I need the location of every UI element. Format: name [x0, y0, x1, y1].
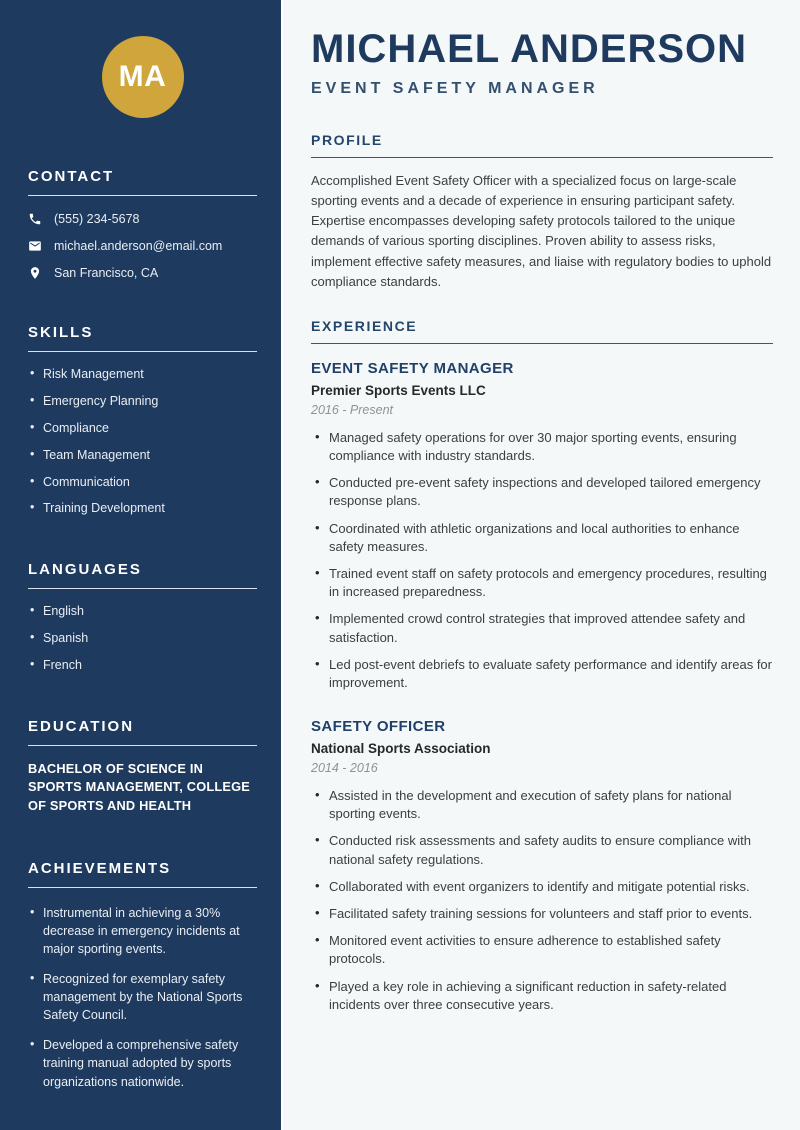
achievement-item: • Recognized for exemplary safety management by the National Sports Safety Council. [28, 970, 257, 1024]
avatar-initials: MA [118, 60, 167, 93]
skill-item: • Compliance [28, 420, 257, 437]
contact-item-email [28, 239, 257, 253]
phone-icon [28, 212, 42, 226]
experience-section [311, 318, 773, 1014]
avatar [102, 36, 184, 118]
profile-section [311, 132, 773, 292]
email-icon [28, 239, 42, 253]
skills-section [28, 324, 257, 517]
education-section [28, 718, 257, 816]
contact-email-text: michael.anderson@email.com [54, 239, 223, 253]
job-company: National Sports Association [311, 741, 491, 757]
experience-heading: EXPERIENCE [311, 318, 773, 344]
location-pin-icon [28, 266, 42, 280]
skill-item: • Emergency Planning [28, 393, 257, 410]
job-bullet: • Assisted in the development and execution of safety plans for national sporting events. [311, 787, 773, 823]
contact-item-phone [28, 212, 257, 226]
contact-location-text: San Francisco, CA [54, 266, 159, 280]
languages-section [28, 561, 257, 674]
job-bullet: • Led post-event debriefs to evaluate safety performance and identify areas for improvement. [311, 656, 773, 692]
language-item: • French [28, 657, 257, 674]
profile-heading: PROFILE [311, 132, 773, 158]
achievements-heading: ACHIEVEMENTS [28, 860, 257, 888]
skills-heading: SKILLS [28, 324, 257, 352]
education-heading: EDUCATION [28, 718, 257, 746]
job-dates: 2014 - 2016 [311, 761, 378, 776]
achievements-list [28, 904, 257, 1091]
resume-main [281, 0, 800, 1130]
profile-text: Accomplished Event Safety Officer with a specialized focus on large-scale sporting events and a decade of experience in ensuring participant safety. Expertise encompasses developing safety protocols tailored to the unique demands of various sporting disciplines. Proven ability to assess risks, implement effective safety measures, and liaise with regulatory bodies to uphold compliance standards. [311, 173, 772, 289]
achievement-item: • Instrumental in achieving a 30% decrease in emergency incidents at major sporting events. [28, 904, 257, 958]
job-bullet: • Conducted pre-event safety inspections and developed tailored emergency response plans. [311, 474, 773, 510]
job-entry [311, 360, 773, 692]
job-entry [311, 718, 773, 1014]
job-title: EVENT SAFETY MANAGER [311, 359, 514, 377]
languages-list [28, 603, 257, 674]
skill-item: • Training Development [28, 500, 257, 517]
job-bullet: • Facilitated safety training sessions for volunteers and staff prior to events. [311, 905, 773, 923]
skill-item: • Team Management [28, 447, 257, 464]
job-bullet: • Played a key role in achieving a significant reduction in safety-related incidents over three consecutive years. [311, 978, 773, 1014]
job-bullet: • Implemented crowd control strategies that improved attendee safety and satisfaction. [311, 610, 773, 646]
job-bullet: • Conducted risk assessments and safety audits to ensure compliance with national safety regulations. [311, 832, 773, 868]
job-bullet-list [311, 787, 773, 1014]
skill-item: • Communication [28, 474, 257, 491]
skill-item: • Risk Management [28, 366, 257, 383]
contact-heading: CONTACT [28, 168, 257, 196]
job-bullet-list [311, 429, 773, 692]
job-bullet: • Coordinated with athletic organizations and local authorities to enhance safety measures. [311, 520, 773, 556]
job-title: SAFETY OFFICER [311, 718, 446, 736]
achievement-item: • Developed a comprehensive safety training manual adopted by sports organizations nationwide. [28, 1036, 257, 1090]
language-item: • English [28, 603, 257, 620]
languages-heading: LANGUAGES [28, 561, 257, 589]
language-item: • Spanish [28, 630, 257, 647]
contact-item-location [28, 266, 257, 280]
page-title: MICHAEL ANDERSON [311, 27, 748, 71]
job-company: Premier Sports Events LLC [311, 382, 486, 398]
contact-list [28, 212, 257, 280]
contact-phone-text: (555) 234-5678 [54, 212, 140, 226]
skills-list [28, 366, 257, 517]
sidebar [0, 0, 281, 1130]
contact-section [28, 168, 257, 280]
achievements-section [28, 860, 257, 1091]
education-degree: BACHELOR OF SCIENCE IN SPORTS MANAGEMENT, COLLEGE OF SPORTS AND HEALTH [28, 760, 251, 813]
job-bullet: • Trained event staff on safety protocols and emergency procedures, resulting in increased preparedness. [311, 565, 773, 601]
job-bullet: • Monitored event activities to ensure adherence to established safety protocols. [311, 932, 773, 968]
job-subtitle: EVENT SAFETY MANAGER [311, 80, 599, 97]
job-bullet: • Collaborated with event organizers to identify and mitigate potential risks. [311, 878, 773, 896]
job-dates: 2016 - Present [311, 402, 393, 417]
job-bullet: • Managed safety operations for over 30 major sporting events, ensuring compliance with industry standards. [311, 429, 773, 465]
